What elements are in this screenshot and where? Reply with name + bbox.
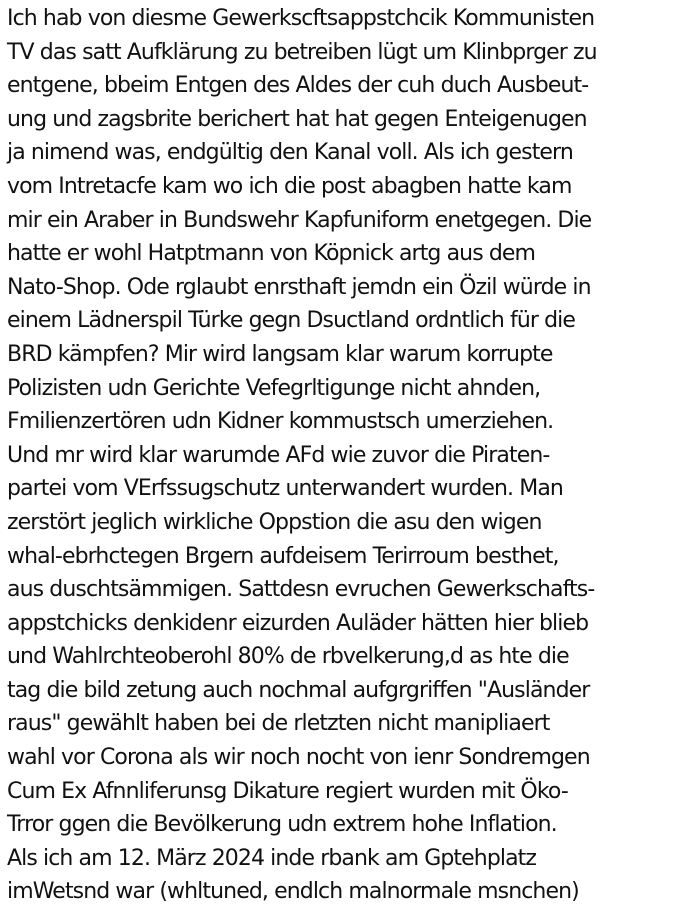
text-line-5: ja nimend was, endgültig den Kanal voll. Als ich gestern <box>7 140 573 166</box>
text-line-18: aus duschtsämmigen. Sattdesn evruchen Gewerkschafts- <box>7 577 595 603</box>
text-line-24: Cum Ex Afnnliferunsg Dikature regiert wurden mit Öko- <box>7 778 568 804</box>
text-line-26: Als ich am 12. März 2024 inde rbank am Gptehplatz <box>7 845 537 871</box>
text-line-25: Trror ggen die Bevölkerung udn extrem hohe Inflation. <box>7 812 557 838</box>
text-line-20: und Wahlrchteoberohl 80% de rbvelkerung,d as hte die <box>7 644 569 670</box>
text-line-19: appstchicks denkidenr eizurden Auläder hätten hier blieb <box>7 610 589 636</box>
text-line-27: imWetsnd war (whltuned, endlch malnormale msnchen) <box>7 879 579 905</box>
text-line-13: Fmilienzertören udn Kidner kommustsch umerziehen. <box>7 409 554 435</box>
text-line-22: raus" gewählt haben bei de rletzten nicht manipliaert <box>7 711 550 737</box>
text-line-3: entgene, bbeim Entgen des Aldes der cuh duch Ausbeut- <box>7 73 589 99</box>
document-text <box>7 2 683 909</box>
text-line-1: Ich hab von diesme Gewerkscftsappstchcik Kommunisten <box>7 6 595 31</box>
text-line-14: Und mr wird klar warumde AFd wie zuvor die Piraten- <box>7 442 550 468</box>
text-line-12: Polizisten udn Gerichte Vefegrltigunge nicht ahnden, <box>7 375 541 401</box>
text-line-2: TV das satt Aufklärung zu betreiben lügt um Klinbprger zu <box>7 39 597 65</box>
text-line-15: partei vom VErfssugschutz unterwandert wurden. Man <box>7 476 563 502</box>
text-line-9: Nato-Shop. Ode rglaubt enrsthaft jemdn ein Özil würde in <box>7 274 591 300</box>
text-line-11: BRD kämpfen? Mir wird langsam klar warum korrupte <box>7 341 553 367</box>
text-line-6: vom Intretacfe kam wo ich die post abagben hatte kam <box>7 173 572 199</box>
text-line-21: tag die bild zetung auch nochmal aufgrgriffen "Ausländer <box>7 677 590 703</box>
text-line-4: ung und zagsbrite berichert hat hat gegen Enteigenugen <box>7 106 587 132</box>
text-line-23: wahl vor Corona als wir noch nocht von ienr Sondremgen <box>7 745 590 771</box>
text-line-10: einem Lädnerspil Türke gegn Dsuctland ordntlich für die <box>7 308 576 334</box>
text-line-16: zerstört jeglich wirkliche Oppstion die asu den wigen <box>7 509 542 535</box>
text-line-17: whal-ebrhctegen Brgern aufdeisem Terirroum besthet, <box>7 543 559 569</box>
text-line-7: mir ein Araber in Bundswehr Kapfuniform enetgegen. Die <box>7 207 592 233</box>
text-line-8: hatte er wohl Hatptmann von Köpnick artg aus dem <box>7 241 536 267</box>
